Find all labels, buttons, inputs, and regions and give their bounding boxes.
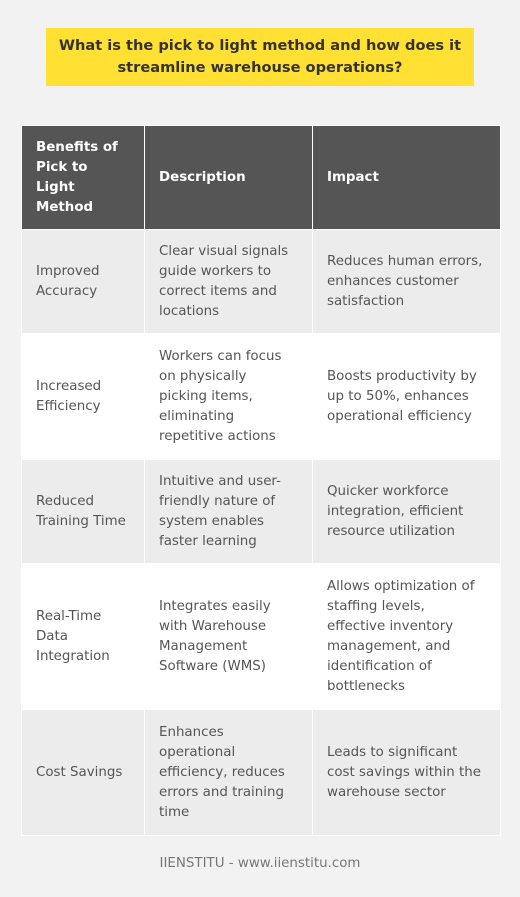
benefit-cell: Cost Savings (22, 710, 145, 836)
table-header-row (22, 126, 501, 230)
table-row (22, 230, 501, 334)
benefit-cell: Real-Time Data Integration (22, 564, 145, 710)
table-row (22, 334, 501, 460)
column-header-impact: Impact (313, 126, 501, 230)
description-cell: Integrates easily with Warehouse Management Software (WMS) (145, 564, 313, 710)
table-row (22, 564, 501, 710)
benefit-cell: Reduced Training Time (22, 460, 145, 564)
column-header-description: Description (145, 126, 313, 230)
table-row (22, 710, 501, 836)
impact-cell: Boosts productivity by up to 50%, enhances operational efficiency (313, 334, 501, 460)
description-cell: Clear visual signals guide workers to correct items and locations (145, 230, 313, 334)
description-cell: Workers can focus on physically picking items, eliminating repetitive actions (145, 334, 313, 460)
benefits-table (21, 125, 501, 836)
impact-cell: Quicker workforce integration, efficient resource utilization (313, 460, 501, 564)
footer-credit: IIENSTITU - www.iienstitu.com (159, 856, 361, 871)
description-cell: Intuitive and user-friendly nature of system enables faster learning (145, 460, 313, 564)
page-title: What is the pick to light method and how does it streamline warehouse operations? (58, 37, 462, 76)
benefit-cell: Increased Efficiency (22, 334, 145, 460)
impact-cell: Leads to significant cost savings within the warehouse sector (313, 710, 501, 836)
table-row (22, 460, 501, 564)
benefit-cell: Improved Accuracy (22, 230, 145, 334)
description-cell: Enhances operational efficiency, reduces errors and training time (145, 710, 313, 836)
impact-cell: Allows optimization of staffing levels, effective inventory management, and identification of bottlenecks (313, 564, 501, 710)
title-banner (46, 28, 474, 86)
column-header-benefits: Benefits of Pick to Light Method (22, 126, 145, 230)
impact-cell: Reduces human errors, enhances customer satisfaction (313, 230, 501, 334)
